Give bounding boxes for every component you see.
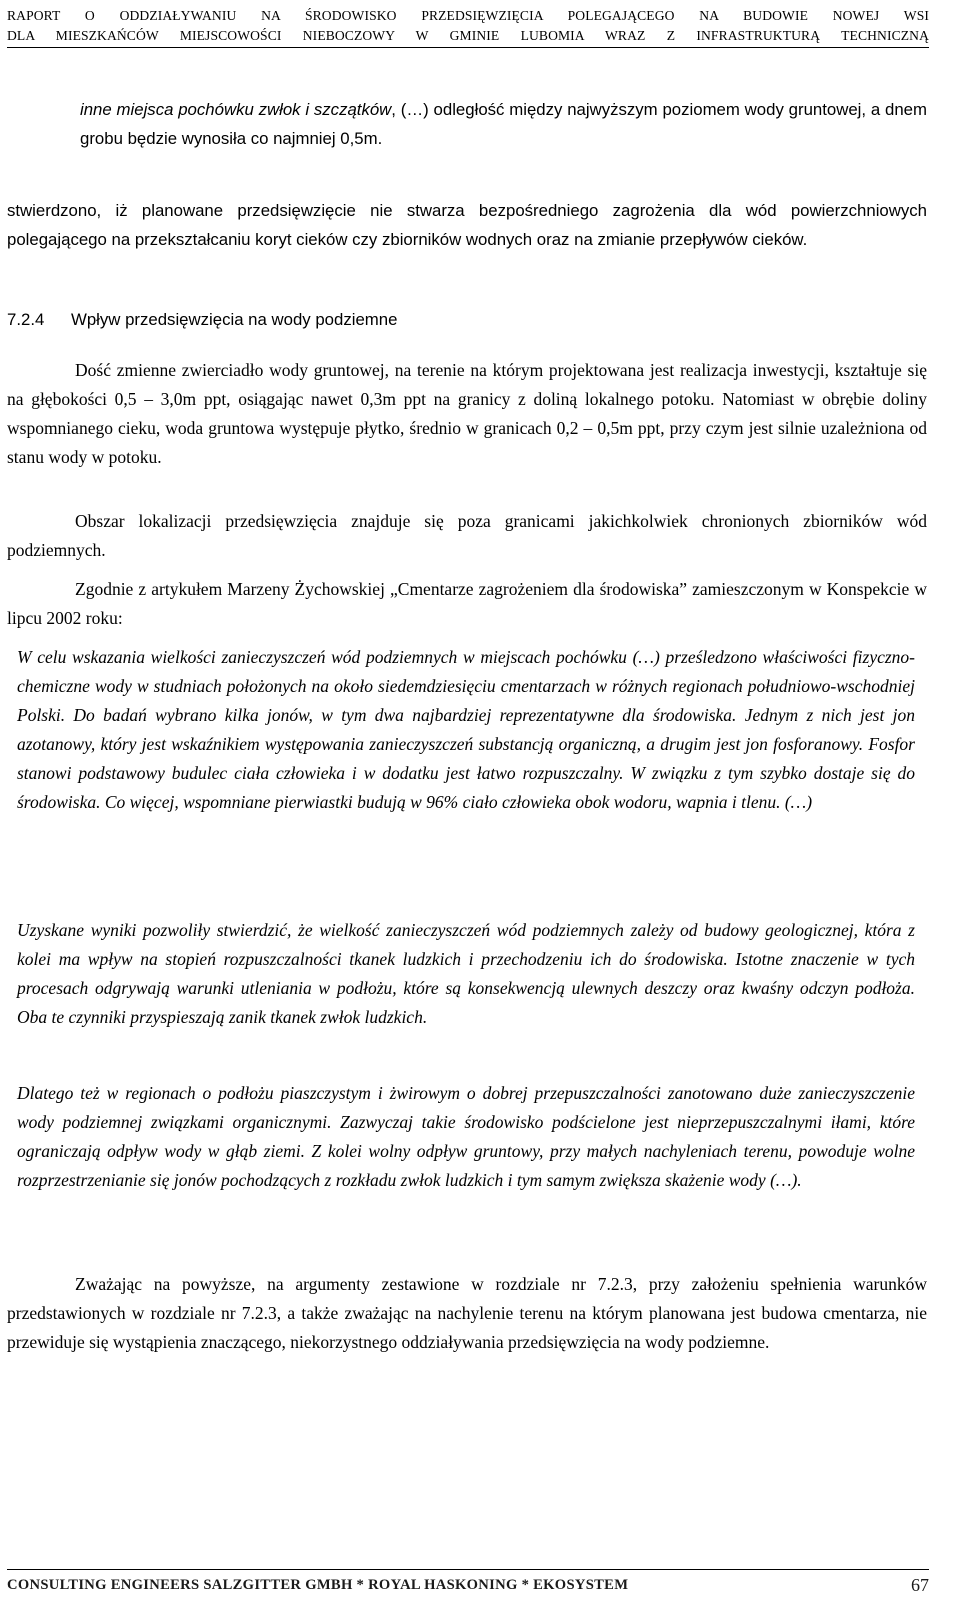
section-heading: [7, 305, 927, 334]
header-divider: [7, 47, 929, 48]
paragraph-surface-water: stwierdzono, iż planowane przedsięwzięcie nie stwarza bezpośredniego zagrożenia dla wód powierzchniowych polegającego na przekształcaniu koryt cieków czy zbiorników wodnych oraz na zmianie przepływów cieków.: [7, 201, 927, 249]
quote-permeable-soil: Dlatego też w regionach o podłożu piaszczystym i żwirowym o dobrej przepuszczalności zanotowano duże zanieczyszczenie wody podziemnej związkami organicznymi. Zazwyczaj takie środowisko podścielone jest nieprzepuszczalnymi iłami, które ograniczają odpływ wody w głąb ziemi. Z kolei wolny odpływ gruntowy, przy małych nachyleniach terenu, powoduje wolne rozprzestrzenianie się jonów pochodzących z rozkładu zwłok ludzkich i tym samym zwiększa skażenie wody (…).: [17, 1083, 915, 1190]
page-number: 67: [911, 1575, 929, 1595]
footer-divider: [7, 1569, 929, 1570]
section-number: 7.2.4: [7, 310, 45, 329]
quote-burial-distance: [7, 95, 927, 153]
quote-pollution-study: W celu wskazania wielkości zanieczyszczeń wód podziemnych w miejscach pochówku (…) prześledzono właściwości fizyczno-chemiczne wody w studniach położonych na około siedemdziesięciu cmentarzach w różnych regionach południowo-wschodniej Polski. Do badań wybrano kilka jonów, w tym dwa najbardziej reprezentatywne dla środowiska. Jednym z nich jest jon azotanowy, który jest wskaźnikiem występowania zanieczyszczeń substancją organiczną, a drugim jest jon fosforanowy. Fosfor stanowi podstawowy budulec ciała człowieka i w dodatku jest łatwo rozpuszczalny. W związku z tym szybko dostaje się do środowiska. Co więcej, wspomniane pierwiastki budują w 96% ciało człowieka obok wodoru, wapnia i tlenu. (…): [17, 647, 915, 812]
paragraph-groundwater-level: Dość zmienne zwierciadło wody gruntowej, na terenie na którym projektowana jest realizacja inwestycji, kształtuje się na głębokości 0,5 – 3,0m ppt, osiągając nawet 0,3m ppt na granicy z doliną lokalnego potoku. Natomiast w obrębie doliny wspomnianego cieku, woda gruntowa występuje płytko, średnio w granicach 0,2 – 0,5m ppt, przy czym jest silnie uzależniona od stanu wody w potoku.: [7, 360, 927, 467]
paragraph-article-reference: Zgodnie z artykułem Marzeny Żychowskiej „Cmentarze zagrożeniem dla środowiska” zamieszczonym w Konspekcie w lipcu 2002 roku:: [7, 579, 927, 628]
header-line-2: DLA MIESZKAŃCÓW MIEJSCOWOŚCI NIEBOCZOWY W GMINIE LUBOMIA WRAZ Z INFRASTRUKTURĄ TECHNICZNĄ: [7, 28, 929, 43]
document-footer: [7, 1573, 929, 1597]
quote-burial-italic: inne miejsca pochówku zwłok i szczątków: [80, 100, 392, 119]
paragraph-conclusion: Zważając na powyższe, na argumenty zestawione w rozdziale nr 7.2.3, przy założeniu spełnienia warunków przedstawionych w rozdziale nr 7.2.3, a także zważając na nachylenie terenu na którym planowana jest budowa cmentarza, nie przewiduje się wystąpienia znaczącego, niekorzystnego oddziaływania przedsięwzięcia na wody podziemne.: [7, 1274, 927, 1352]
paragraph-protected-reservoirs: Obszar lokalizacji przedsięwzięcia znajduje się poza granicami jakichkolwiek chronionych zbiorników wód podziemnych.: [7, 511, 927, 560]
quote-results: Uzyskane wyniki pozwoliły stwierdzić, że wielkość zanieczyszczeń wód podziemnych zależy od budowy geologicznej, która z kolei ma wpływ na stopień rozpuszczalności tkanek ludzkich i przechodzeniu ich do środowiska. Istotne znaczenie w tych procesach odgrywają warunki utleniania w podłożu, które są konsekwencją ulewnych deszczy oraz kwaśny odczyn podłoża. Oba te czynniki przyspieszają zanik tkanek zwłok ludzkich.: [17, 920, 915, 1027]
quote-burial-text: , (…) odległość między najwyższym poziomem wody gruntowej, a dnem grobu będzie wynosiła co najmniej 0,5m.: [80, 100, 927, 148]
footer-brand: CONSULTING ENGINEERS SALZGITTER GMBH * ROYAL HASKONING * EKOSYSTEM: [7, 1577, 629, 1593]
section-title: Wpływ przedsięwzięcia na wody podziemne: [71, 310, 398, 329]
header-line-1: RAPORT O ODDZIAŁYWANIU NA ŚRODOWISKO PRZEDSIĘWZIĘCIA POLEGAJĄCEGO NA BUDOWIE NOWEJ WSI: [7, 8, 929, 23]
document-header: [7, 6, 929, 46]
